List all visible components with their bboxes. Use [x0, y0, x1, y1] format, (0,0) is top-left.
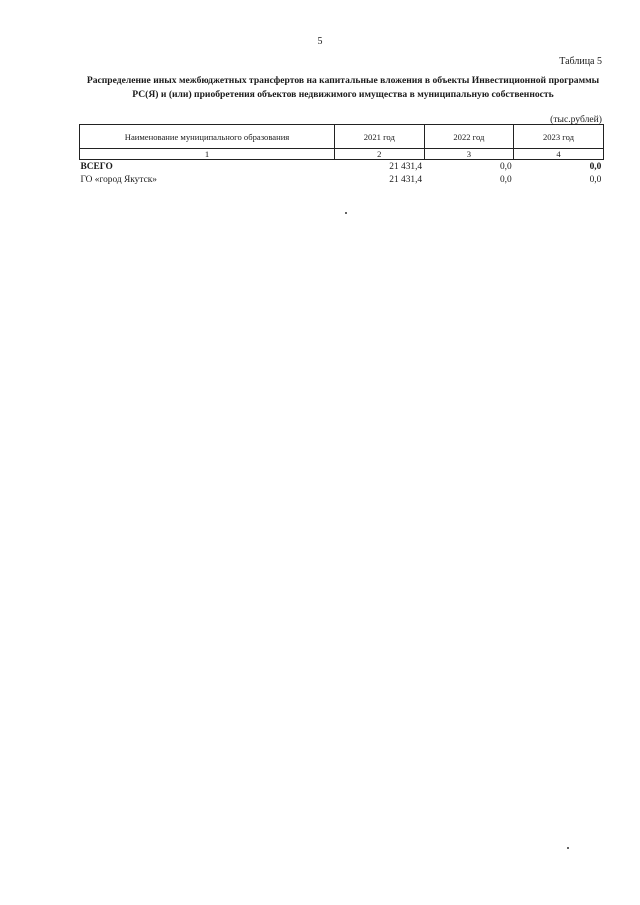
column-number: 1	[80, 149, 335, 160]
document-title-line-1: Распределение иных межбюджетных трансфертов на капитальные вложения в объекты Инвестиционной программы	[86, 75, 600, 86]
table-label: Таблица 5	[559, 56, 602, 67]
column-number: 2	[335, 149, 425, 160]
column-number-row	[80, 149, 604, 160]
column-header-2023: 2023 год	[514, 125, 604, 149]
column-number: 3	[424, 149, 514, 160]
value-2022: 0,0	[499, 174, 512, 185]
table-row-yakutsk	[80, 173, 604, 186]
units-label: (тыс.рублей)	[550, 114, 602, 125]
row-name: ГО «город Якутск»	[80, 174, 157, 185]
value-2023: 0,0	[589, 174, 602, 185]
column-header-municipality: Наименование муниципального образования	[80, 125, 335, 149]
value-2023: 0,0	[589, 161, 602, 172]
column-header-2022: 2022 год	[424, 125, 514, 149]
document-title-line-2: РС(Я) и (или) приобретения объектов недвижимого имущества в муниципальную собственность	[132, 89, 554, 100]
column-header-2021: 2021 год	[335, 125, 425, 149]
scan-speck	[345, 212, 347, 214]
page-number: 5	[317, 36, 323, 47]
document-title	[78, 74, 608, 102]
table-header-row	[80, 125, 604, 149]
value-2022: 0,0	[499, 161, 512, 172]
value-2021: 21 431,4	[389, 161, 423, 172]
table-row-total	[80, 160, 604, 174]
value-2021: 21 431,4	[389, 174, 423, 185]
transfers-table	[79, 124, 604, 186]
scan-speck	[567, 847, 569, 849]
column-number: 4	[514, 149, 604, 160]
row-name: ВСЕГО	[80, 161, 113, 172]
